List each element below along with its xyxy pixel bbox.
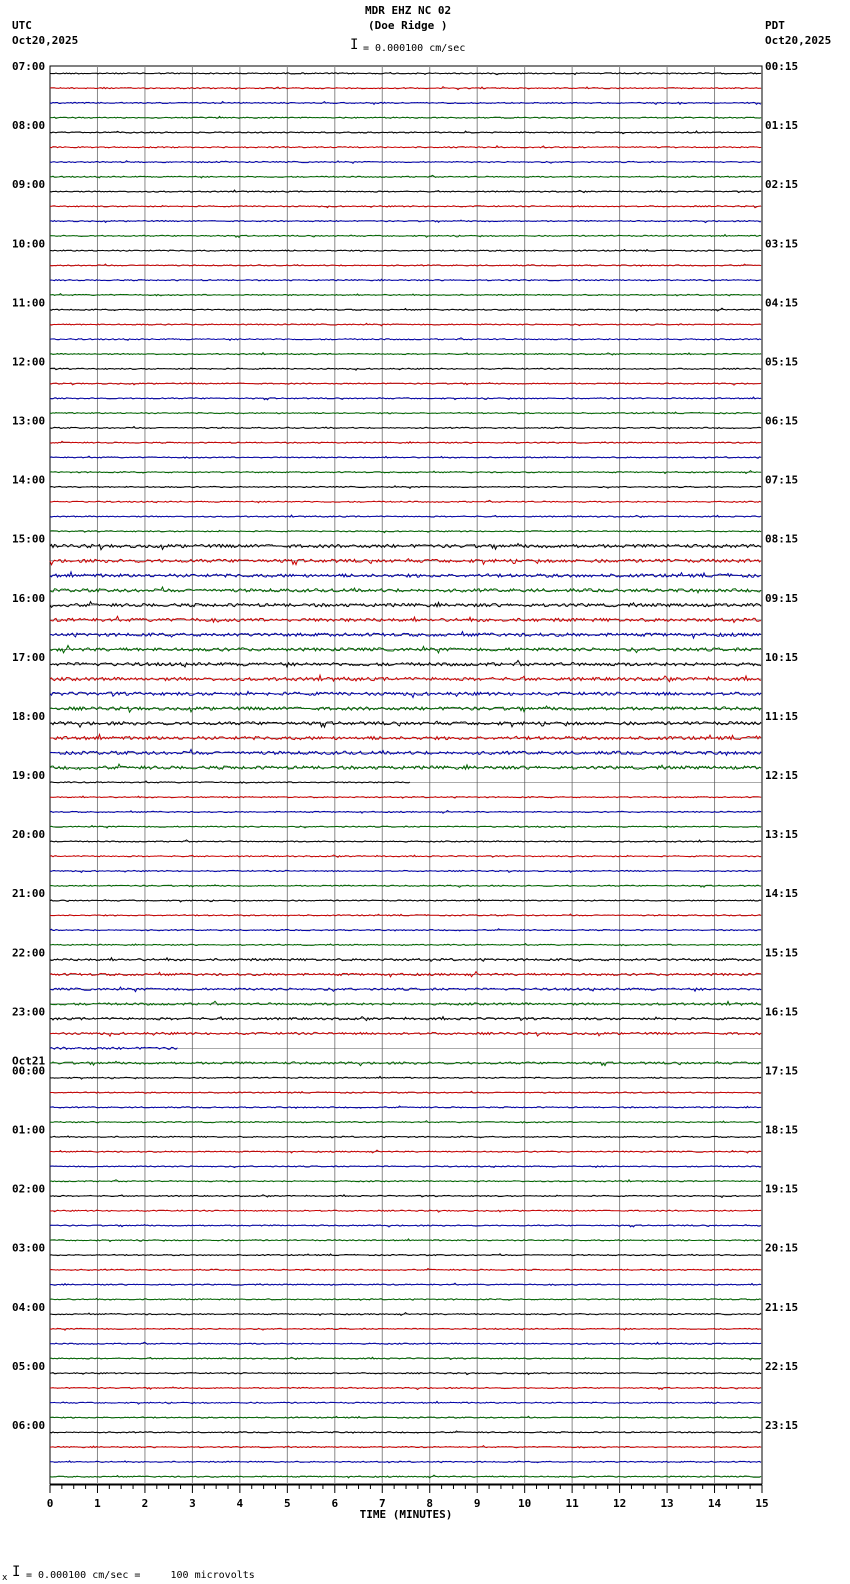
x-tick-label: 4	[236, 1497, 244, 1510]
utc-hour-label: 16:00	[12, 591, 46, 605]
x-tick-label: 8	[426, 1497, 434, 1510]
pdt-hour-label: 12:15	[765, 769, 799, 782]
seismic-trace	[50, 102, 761, 105]
scale-label: = 0.000100 cm/sec	[363, 43, 466, 54]
seismic-trace	[50, 1180, 761, 1182]
seismic-trace	[50, 1106, 761, 1108]
utc-hour-label: 21:00	[12, 887, 46, 901]
x-tick-label: 9	[473, 1497, 481, 1510]
utc-hour-label: 18:00	[12, 709, 46, 723]
x-tick-label: 14	[707, 1497, 722, 1510]
seismic-trace	[50, 1298, 761, 1300]
pdt-hour-label: 16:15	[765, 1005, 799, 1019]
seismic-trace	[50, 914, 761, 916]
scale-bar-icon: I	[350, 37, 359, 53]
pdt-hour-label: 21:15	[765, 1300, 799, 1314]
pdt-hour-label: 18:15	[765, 1123, 799, 1137]
utc-hour-label: 04:00	[12, 1300, 46, 1314]
seismic-trace	[50, 1373, 761, 1375]
x-tick-label: 5	[284, 1497, 291, 1510]
seismic-trace	[50, 1475, 761, 1478]
pdt-hour-label: 02:15	[765, 178, 799, 192]
seismic-trace	[50, 721, 761, 727]
x-tick-label: 10	[518, 1497, 532, 1510]
x-tick-label: 12	[612, 1497, 627, 1510]
utc-hour-label: 02:00	[12, 1182, 46, 1196]
station-title: MDR EHZ NC 02	[365, 4, 452, 17]
utc-hour-label: 23:00	[12, 1005, 46, 1019]
utc-hour-label: 19:00	[12, 769, 46, 782]
utc-date-label: Oct20,2025	[12, 34, 79, 47]
seismic-trace	[50, 691, 761, 697]
utc-hour-label: 06:00	[12, 1418, 46, 1432]
seismic-trace	[50, 616, 761, 622]
seismic-trace	[50, 660, 761, 667]
seismic-trace	[50, 530, 761, 532]
seismic-trace	[50, 1328, 761, 1330]
seismic-trace	[50, 72, 761, 74]
x-tick-label: 7	[378, 1497, 386, 1510]
seismic-trace	[50, 175, 761, 178]
seismic-trace	[50, 750, 761, 756]
seismic-trace	[50, 279, 761, 281]
utc-hour-label: 17:00	[12, 650, 46, 664]
utc-hour-label: 11:00	[12, 296, 46, 310]
x-tick-label: 13	[660, 1497, 674, 1510]
seismic-trace	[50, 206, 761, 208]
seismic-trace	[50, 1239, 761, 1242]
utc-hour-label: 05:00	[12, 1359, 46, 1373]
x-axis-label: TIME (MINUTES)	[359, 1508, 453, 1521]
seismic-trace	[50, 1076, 761, 1079]
pdt-hour-label: 17:15	[765, 1064, 799, 1078]
utc-hour-label: 13:00	[12, 414, 46, 428]
utc-hour-label: 09:00	[12, 178, 46, 192]
seismic-trace	[50, 1195, 761, 1198]
seismic-trace	[50, 1461, 761, 1463]
utc-hour-label: 03:00	[12, 1241, 46, 1255]
pdt-hour-label: 00:15	[765, 60, 799, 73]
pdt-hour-label: 01:15	[765, 119, 799, 133]
seismic-trace	[50, 368, 761, 370]
plot-frame	[50, 66, 762, 1484]
seismic-trace	[50, 870, 761, 872]
seismic-trace	[50, 146, 761, 148]
x-tick-label: 1	[94, 1497, 101, 1510]
seismic-trace	[50, 412, 761, 414]
seismic-trace	[50, 1061, 761, 1065]
pdt-hour-label: 13:15	[765, 828, 799, 842]
seismic-trace	[50, 1210, 761, 1212]
seismic-trace	[50, 972, 761, 977]
site-title: (Doe Ridge )	[368, 19, 448, 32]
seismic-trace	[50, 559, 761, 565]
pdt-hour-label: 14:15	[765, 887, 799, 901]
x-tick-label: 6	[331, 1497, 339, 1510]
pdt-hour-label: 07:15	[765, 473, 799, 487]
seismic-trace	[50, 1357, 761, 1360]
utc-hour-label: 22:00	[12, 946, 46, 960]
pdt-hour-label: 23:15	[765, 1418, 799, 1432]
seismic-trace	[50, 675, 761, 682]
seismic-trace	[50, 572, 761, 577]
seismic-trace	[50, 116, 761, 118]
seismic-trace	[50, 706, 761, 712]
pdt-date-label: Oct20,2025	[765, 34, 832, 47]
pdt-hour-label: 15:15	[765, 946, 799, 960]
seismic-trace	[50, 87, 761, 90]
seismic-trace	[50, 734, 761, 739]
seismic-trace	[50, 1001, 761, 1005]
seismic-trace	[50, 397, 761, 400]
utc-hour-label: 14:00	[12, 473, 46, 487]
seismic-trace	[50, 602, 761, 608]
seismic-trace	[50, 899, 761, 902]
x-tick-label: 2	[141, 1497, 149, 1510]
pdt-hour-label: 06:15	[765, 414, 799, 428]
seismic-trace	[50, 544, 761, 550]
seismic-trace	[50, 811, 761, 814]
utc-hour-label: 08:00	[12, 119, 46, 133]
seismic-trace	[50, 1032, 761, 1036]
seismic-trace	[50, 1047, 178, 1049]
seismic-trace	[50, 427, 761, 429]
pdt-hour-label: 11:15	[765, 709, 799, 723]
pdt-hour-label: 20:15	[765, 1241, 799, 1255]
seismic-trace	[50, 796, 761, 798]
seismic-trace	[50, 840, 761, 842]
seismic-trace	[50, 235, 761, 238]
utc-hour-label: 10:00	[12, 237, 46, 251]
pdt-zone-label: PDT	[765, 19, 785, 32]
utc-zone-label: UTC	[12, 19, 32, 32]
x-tick-label: 15	[755, 1497, 769, 1510]
seismic-trace	[50, 764, 761, 770]
seismic-trace	[50, 1401, 761, 1404]
pdt-hour-label: 19:15	[765, 1182, 799, 1196]
pdt-hour-label: 05:15	[765, 355, 799, 369]
seismic-trace	[50, 323, 761, 326]
utc-hour-label: 00:00	[12, 1064, 46, 1078]
utc-hour-label: 20:00	[12, 828, 46, 842]
seismic-trace	[50, 486, 761, 489]
pdt-hour-label: 09:15	[765, 591, 799, 605]
pdt-hour-label: 04:15	[765, 296, 799, 310]
utc-hour-label: 12:00	[12, 355, 46, 369]
utc-hour-label: 15:00	[12, 532, 46, 546]
x-tick-label: 11	[565, 1497, 579, 1510]
seismic-trace	[50, 1342, 761, 1344]
footer-scale-bar-icon: I	[12, 1564, 21, 1580]
seismic-trace	[50, 587, 761, 593]
seismic-trace	[50, 161, 761, 164]
utc-hour-label: 07:00	[12, 60, 46, 73]
seismic-trace	[50, 1091, 761, 1093]
pdt-hour-label: 22:15	[765, 1359, 799, 1373]
x-tick-label: 0	[46, 1497, 54, 1510]
pdt-hour-label: 08:15	[765, 532, 799, 546]
footer-x-mark: x	[2, 1573, 8, 1583]
seismic-trace	[50, 855, 761, 857]
utc-date-change-label: Oct21	[12, 1054, 46, 1068]
utc-hour-label: 01:00	[12, 1123, 46, 1137]
x-tick-label: 3	[189, 1497, 196, 1510]
pdt-hour-label: 10:15	[765, 650, 799, 664]
seismic-trace	[50, 456, 761, 458]
seismic-trace	[50, 441, 761, 443]
pdt-hour-label: 03:15	[765, 237, 799, 251]
footer-scale-label: = 0.000100 cm/sec = 100 microvolts	[26, 1570, 255, 1581]
